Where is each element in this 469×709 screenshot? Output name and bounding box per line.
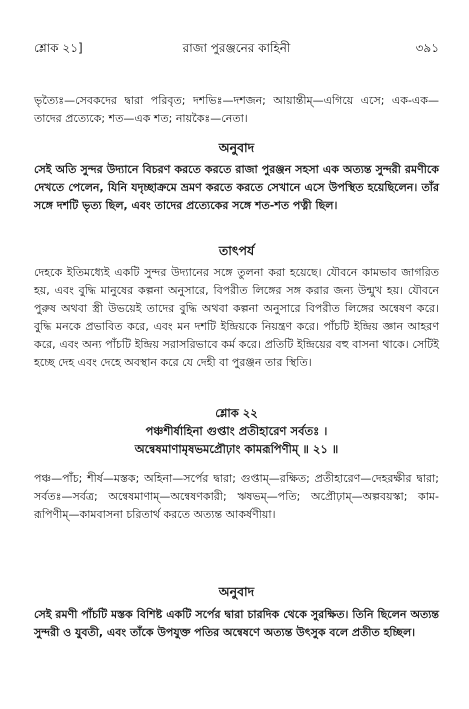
translation-text: সেই অতি সুন্দর উদ্যানে বিচরণ করতে করতে রাজা পুরঞ্জন সহসা এক অত্যন্ত সুন্দরী রমণীকে দেখতে পেলেন, যিনি যদৃচ্ছাক্রমে ভ্রমণ করতে করতে সেখানে এসে উপস্থিত হয়েছিলেন। তাঁর সঙ্গে দশটি ভৃত্য ছিল, এবং তাদের প্রত্যেকের সঙ্গে শত-শত পত্নী ছিল। bbox=[34, 163, 439, 212]
previous-synonyms: ভৃত্যৈঃ—সেবকদের দ্বারা পরিবৃত; দশভিঃ—দশজন; আয়ান্তীম্—এগিয়ে এসে; এক-এক—তাদের প্রত্যেকে; শত—এক শত; নায়কৈঃ—নেতা। bbox=[34, 94, 439, 125]
running-header bbox=[34, 40, 439, 56]
page-number: ৩৯১ bbox=[415, 41, 439, 55]
verse-line-2: অন্বেষমাণামৃষভমপ্রৌঢ়াং কামরূপিণীম্ ॥ ২১ ॥ bbox=[134, 442, 339, 456]
header-verse-ref: শ্লোক ২১] bbox=[34, 41, 83, 55]
translation-heading: অনুবাদ bbox=[218, 140, 255, 155]
book-page bbox=[34, 0, 439, 709]
translation-text-2: সেই রমণী পাঁচটি মস্তক বিশিষ্ট একটি সর্পের দ্বারা চারদিক থেকে সুরক্ষিত। তিনি ছিলেন অত্যন্ত সুন্দরী ও যুবতী, এবং তাঁকে উপযুক্ত পতির অন্বেষণে অত্যন্ত উৎসুক বলে প্রতীত হচ্ছিল। bbox=[34, 608, 439, 639]
purport-heading: তাৎপর্য bbox=[218, 243, 255, 258]
verse-line-1: পঞ্চশীর্ষাহিনা গুপ্তাং প্রতীহারেণ সর্বতঃ । bbox=[145, 424, 328, 438]
verse-label: শ্লোক ২২ bbox=[215, 406, 258, 420]
purport-text: দেহকে ইতিমধ্যেই একটি সুন্দর উদ্যানের সঙ্গে তুলনা করা হয়েছে। যৌবনে কামভাব জাগরিত হয়, এবং বুদ্ধি মানুষের কল্পনা অনুসারে, বিপরীত লিঙ্গের সঙ্গ করার জন্য উন্মুখ হয়। যৌবনে পুরুষ অথবা স্ত্রী উভয়েই তাদের বুদ্ধি অথবা কল্পনা অনুসারে বিপরীত লিঙ্গের অন্বেষণ করে। বুদ্ধি মনকে প্রভাবিত করে, এবং মন দশটি ইন্দ্রিয়কে নিয়ন্ত্রণ করে। পাঁচটি ইন্দ্রিয় জ্ঞান আহরণ করে, এবং অন্য পাঁচটি ইন্দ্রিয় সরাসরিভাবে কর্ম করে। প্রতিটি ইন্দ্রিয়ের বহু বাসনা থাকে। সেটিই হচ্ছে দেহ এবং দেহে অবস্থান করে যে দেহী বা পুরঞ্জন তার স্থিতি। bbox=[34, 266, 439, 369]
translation-heading-2: অনুবাদ bbox=[218, 584, 255, 599]
synonyms-text: পঞ্চ—পাঁচ; শীর্ষ—মস্তক; অহিনা—সর্পের দ্বারা; গুপ্তাম্—রক্ষিত; প্রতীহারেণ—দেহরক্ষীর দ্বারা; সর্বতঃ—সর্বত্র; অন্বেষমাণাম্—অন্বেষণকারী; ঋষভম্—পতি; অপ্রৌঢ়াম্—অল্পবয়স্কা; কাম-রূপিণীম্—কামবাসনা চরিতার্থ করতে অত্যন্ত আকর্ষণীয়া। bbox=[34, 472, 439, 521]
header-chapter-title: রাজা পুরঞ্জনের কাহিনী bbox=[182, 41, 291, 55]
